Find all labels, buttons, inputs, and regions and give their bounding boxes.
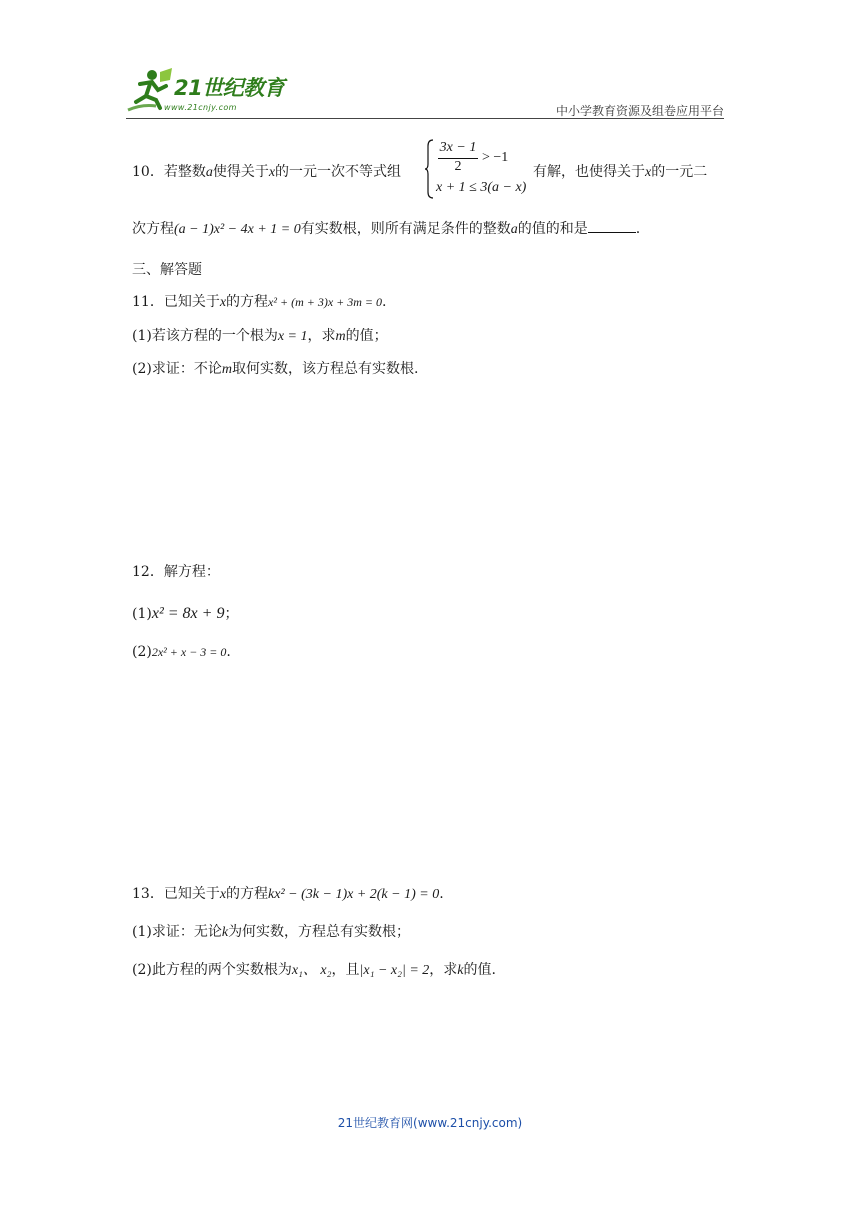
header-divider bbox=[126, 118, 724, 119]
ineq1-numerator: 3x − 1 bbox=[439, 140, 477, 155]
ineq1-denominator: 2 bbox=[454, 159, 462, 174]
question-11-part-2: (2)求证：不论m取何实数，该方程总有实数根. bbox=[132, 361, 419, 377]
answer-blank bbox=[588, 218, 636, 233]
footer-link[interactable]: 21世纪教育网(www.21cnjy.com) bbox=[337, 1116, 523, 1130]
inequality-system bbox=[424, 138, 528, 200]
question-10-line-2: 次方程(a − 1)x² − 4x + 1 = 0有实数根，则所有满足条件的整数a的值的和是 . bbox=[132, 218, 640, 240]
brand-logo bbox=[122, 66, 302, 122]
q13-equation: kx² − (3k − 1)x + 2(k − 1) = 0 bbox=[268, 887, 440, 902]
quadratic-equation: (a − 1)x² − 4x + 1 = 0 bbox=[174, 222, 301, 237]
left-brace-icon bbox=[424, 138, 434, 200]
question-number: 10． bbox=[132, 164, 164, 180]
question-13-stem: 13．已知关于x的方程kx² − (3k − 1)x + 2(k − 1) = 0. bbox=[132, 886, 444, 902]
ineq1-rhs: > −1 bbox=[482, 150, 509, 165]
question-12-stem: 12．解方程： bbox=[132, 564, 220, 580]
ineq2: x + 1 ≤ 3(a − x) bbox=[436, 180, 527, 195]
question-12-part-1: (1)x² = 8x + 9； bbox=[132, 605, 239, 622]
platform-tagline: 中小学教育资源及组卷应用平台 bbox=[555, 104, 724, 118]
section-title: 三、解答题 bbox=[132, 262, 202, 278]
question-10-line-1-end: 有解，也使得关于x的一元二 bbox=[533, 164, 708, 180]
question-13-part-1: (1)求证：无论k为何实数，方程总有实数根； bbox=[132, 924, 411, 940]
question-11-part-1: (1)若该方程的一个根为x = 1，求m的值； bbox=[132, 328, 388, 344]
brand-url: www.21cnjy.com bbox=[164, 103, 237, 112]
question-13-part-2: (2)此方程的两个实数根为x₁、 x₂，且|x₁ − x₂| = 2，求k的值. bbox=[132, 962, 496, 978]
q11-equation: x² + (m + 3)x + 3m = 0 bbox=[268, 295, 383, 309]
brand-name: 21世纪教育 bbox=[174, 76, 285, 100]
question-10-line-1: 10．若整数a使得关于x的一元一次不等式组 bbox=[132, 164, 402, 180]
question-11-stem: 11．已知关于x的方程x² + (m + 3)x + 3m = 0. bbox=[132, 294, 387, 310]
question-12-part-2: (2)2x² + x − 3 = 0. bbox=[132, 644, 231, 660]
